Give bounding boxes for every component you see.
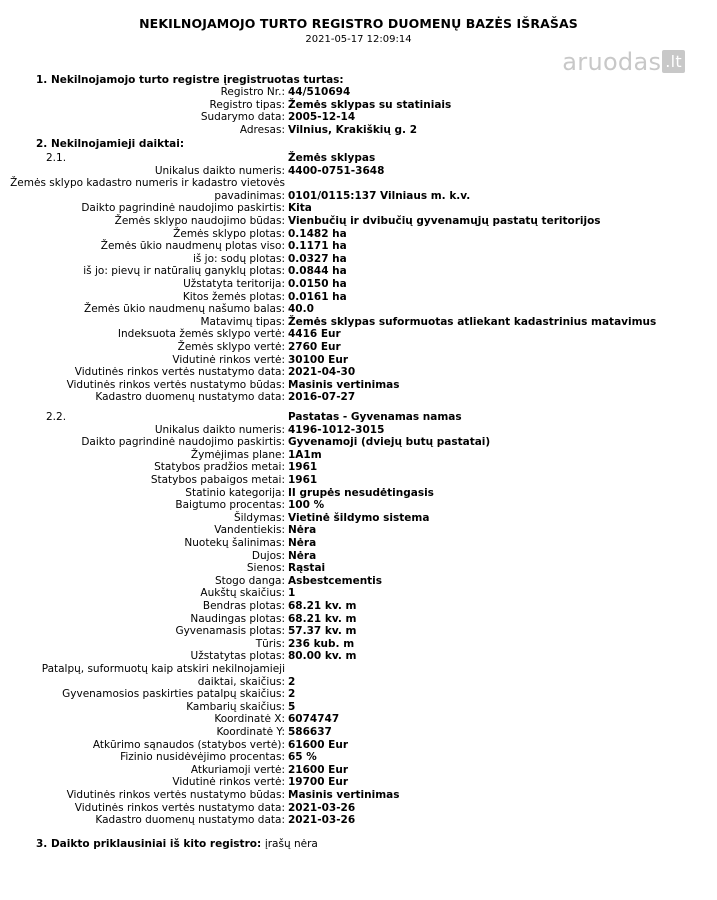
field-label: Unikalus daikto numeris: <box>154 423 285 436</box>
field-value: Asbestcementis <box>288 574 383 587</box>
field-label: Žemės ūkio naudmenų plotas viso: <box>100 240 285 253</box>
field-value: Nėra <box>288 537 317 549</box>
field-label: Užstatytas plotas: <box>190 650 285 663</box>
field-label: Koordinatė Y: <box>216 726 285 738</box>
field-label: Nuotekų šalinimas: <box>184 537 285 549</box>
field-label: Vidutinės rinkos vertės nustatymo būdas: <box>66 378 285 391</box>
field-label: Vidutinės rinkos vertės nustatymo data: <box>74 801 285 814</box>
field-value: 2760 Eur <box>288 341 341 353</box>
field-value: Gyvenamoji (dviejų butų pastatai) <box>288 436 491 449</box>
field-value: 44/510694 <box>288 86 351 98</box>
field-value: 4196-1012-3015 <box>288 423 385 436</box>
field-value: 30100 Eur <box>288 353 349 366</box>
field-label: Vidutinė rinkos vertė: <box>172 776 285 789</box>
field-label: Dujos: <box>251 549 285 562</box>
field-label: Statybos pradžios metai: <box>154 461 285 474</box>
field-value: 1961 <box>288 474 318 486</box>
field-label: Gyvenamasis plotas: <box>175 625 285 638</box>
field-label: Tūris: <box>255 637 285 650</box>
field-value: 5 <box>288 700 296 713</box>
field-value: 2016-07-27 <box>288 391 356 404</box>
field-value: Nėra <box>288 524 317 537</box>
field-value: 2021-03-26 <box>288 801 356 814</box>
field-label: Patalpų, suformuotų kaip atskiri nekilnojamieji <box>41 663 285 675</box>
field-label: Stogo danga: <box>214 574 285 587</box>
field-label: Aukštų skaičius: <box>200 587 285 600</box>
field-value: 1961 <box>288 461 318 474</box>
field-label: Naudingas plotas: <box>190 612 285 625</box>
field-label: Žemės sklypo vertė: <box>177 341 285 353</box>
field-value: 236 kub. m <box>288 637 355 650</box>
field-value: Masinis vertinimas <box>288 789 400 801</box>
field-value: 6074747 <box>288 713 340 726</box>
field-value: Kita <box>288 202 312 215</box>
field-value: 61600 Eur <box>288 738 349 751</box>
field-label: Bendras plotas: <box>202 600 285 612</box>
field-label: Matavimų tipas: <box>200 315 285 328</box>
field-label: Statinio kategorija: <box>185 486 285 499</box>
field-value: Nėra <box>288 549 317 562</box>
extract-datetime: 2021-05-17 12:09:14 <box>305 34 412 45</box>
field-label: Vandentiekis: <box>214 524 285 537</box>
item-2-1-number: 2.1. <box>46 152 67 164</box>
field-label: Daikto pagrindinė naudojimo paskirtis: <box>81 202 285 215</box>
field-value: Vienbučių ir dvibučių gyvenamųjų pastatų teritorijos <box>288 215 601 227</box>
field-value: 2021-03-26 <box>288 814 356 827</box>
field-label: Žemės sklypo kadastro numeris ir kadastro vietovės <box>10 177 285 190</box>
field-label: Baigtumo procentas: <box>175 499 285 512</box>
field-value: II grupės nesudėtingasis <box>288 486 434 499</box>
field-value: Žemės sklypas <box>288 152 376 164</box>
section3-value: įrašų nėra <box>264 838 318 850</box>
field-value: 2 <box>288 688 296 701</box>
section1-heading: 1. Nekilnojamojo turto registre įregistruotas turtas: <box>36 74 344 86</box>
field-value: 68.21 kv. m <box>288 612 357 625</box>
field-label: Atkuriamoji vertė: <box>190 763 285 776</box>
field-label: Žemės ūkio naudmenų našumo balas: <box>84 303 285 316</box>
field-value: 100 % <box>288 499 325 512</box>
field-label: Registro tipas: <box>209 98 285 111</box>
field-value: 21600 Eur <box>288 763 349 776</box>
field-value: 65 % <box>288 751 317 764</box>
field-label: Žemės sklypo plotas: <box>173 227 285 240</box>
field-value: 1A1m <box>288 448 322 461</box>
field-value: Žemės sklypas su statiniais <box>288 98 452 111</box>
field-value: 68.21 kv. m <box>288 600 357 612</box>
field-value: 1 <box>288 587 296 600</box>
field-value: 2 <box>288 675 296 688</box>
field-value: Masinis vertinimas <box>288 378 400 391</box>
section2-heading: 2. Nekilnojamieji daiktai: <box>36 138 185 150</box>
field-label: daiktai, skaičius: <box>197 675 285 688</box>
field-value: 0.0844 ha <box>288 265 347 278</box>
field-label: Adresas: <box>239 123 285 136</box>
field-label: Indeksuota žemės sklypo vertė: <box>117 328 285 341</box>
field-label: Kambarių skaičius: <box>186 700 285 713</box>
field-label: Vidutinės rinkos vertės nustatymo data: <box>74 366 285 379</box>
field-label: Gyvenamosios paskirties patalpų skaičius: <box>62 688 285 701</box>
field-value: 2021-04-30 <box>288 366 356 379</box>
field-value: Vietinė šildymo sistema <box>288 511 430 524</box>
field-value: 4400-0751-3648 <box>288 164 385 177</box>
field-label: Užstatyta teritorija: <box>183 278 285 290</box>
section3-heading: 3. Daikto priklausiniai iš kito registro: įrašų nėra <box>36 838 318 850</box>
field-value: 0.1482 ha <box>288 227 347 240</box>
field-label: pavadinimas: <box>214 189 285 202</box>
document-title: NEKILNOJAMOJO TURTO REGISTRO DUOMENŲ BAZĖS IŠRAŠAS <box>139 16 578 31</box>
field-label: Atkūrimo sąnaudos (statybos vertė): <box>92 738 285 751</box>
field-value: 0101/0115:137 Vilniaus m. k.v. <box>288 189 471 202</box>
field-label: iš jo: sodų plotas: <box>192 252 285 265</box>
field-label: Kadastro duomenų nustatymo data: <box>95 391 285 404</box>
field-label: Šildymas: <box>233 511 285 524</box>
field-value: 586637 <box>288 726 332 738</box>
field-value: Rąstai <box>288 562 326 575</box>
field-label: Statybos pabaigos metai: <box>150 474 285 486</box>
field-label: Kitos žemės plotas: <box>182 290 285 303</box>
field-value: 80.00 kv. m <box>288 650 357 663</box>
field-label: Unikalus daikto numeris: <box>154 164 285 177</box>
field-label: Žymėjimas plane: <box>190 448 285 461</box>
field-label: Žemės sklypo naudojimo būdas: <box>114 215 285 227</box>
field-label: Koordinatė X: <box>214 713 285 726</box>
field-value: Žemės sklypas suformuotas atliekant kadastrinius matavimus <box>288 315 657 328</box>
field-value: 0.0150 ha <box>288 278 347 290</box>
item-2-2-number: 2.2. <box>46 411 67 423</box>
field-label: Sienos: <box>246 562 285 575</box>
field-value: 0.0327 ha <box>288 252 347 265</box>
field-label: Registro Nr.: <box>220 86 285 98</box>
aruodas-watermark: aruodas .lt <box>562 48 685 76</box>
field-value: 57.37 kv. m <box>288 625 357 638</box>
field-label: Daikto pagrindinė naudojimo paskirtis: <box>81 436 285 449</box>
field-value: Vilnius, Krakiškių g. 2 <box>288 123 417 136</box>
field-value: 0.0161 ha <box>288 290 347 303</box>
field-label: Vidutinės rinkos vertės nustatymo būdas: <box>66 789 285 801</box>
field-value: 19700 Eur <box>288 776 349 789</box>
field-label: Vidutinė rinkos vertė: <box>172 353 285 366</box>
field-label: Kadastro duomenų nustatymo data: <box>95 814 285 827</box>
field-value: 2005-12-14 <box>288 111 356 124</box>
field-value: 0.1171 ha <box>288 240 347 253</box>
field-label: Sudarymo data: <box>200 111 285 124</box>
field-label: iš jo: pievų ir natūralių ganyklų plotas: <box>83 265 285 278</box>
field-label: Fizinio nusidėvėjimo procentas: <box>120 751 285 764</box>
field-value: 4416 Eur <box>288 328 341 341</box>
field-value: Pastatas - Gyvenamas namas <box>288 411 462 423</box>
field-value: 40.0 <box>288 303 314 316</box>
